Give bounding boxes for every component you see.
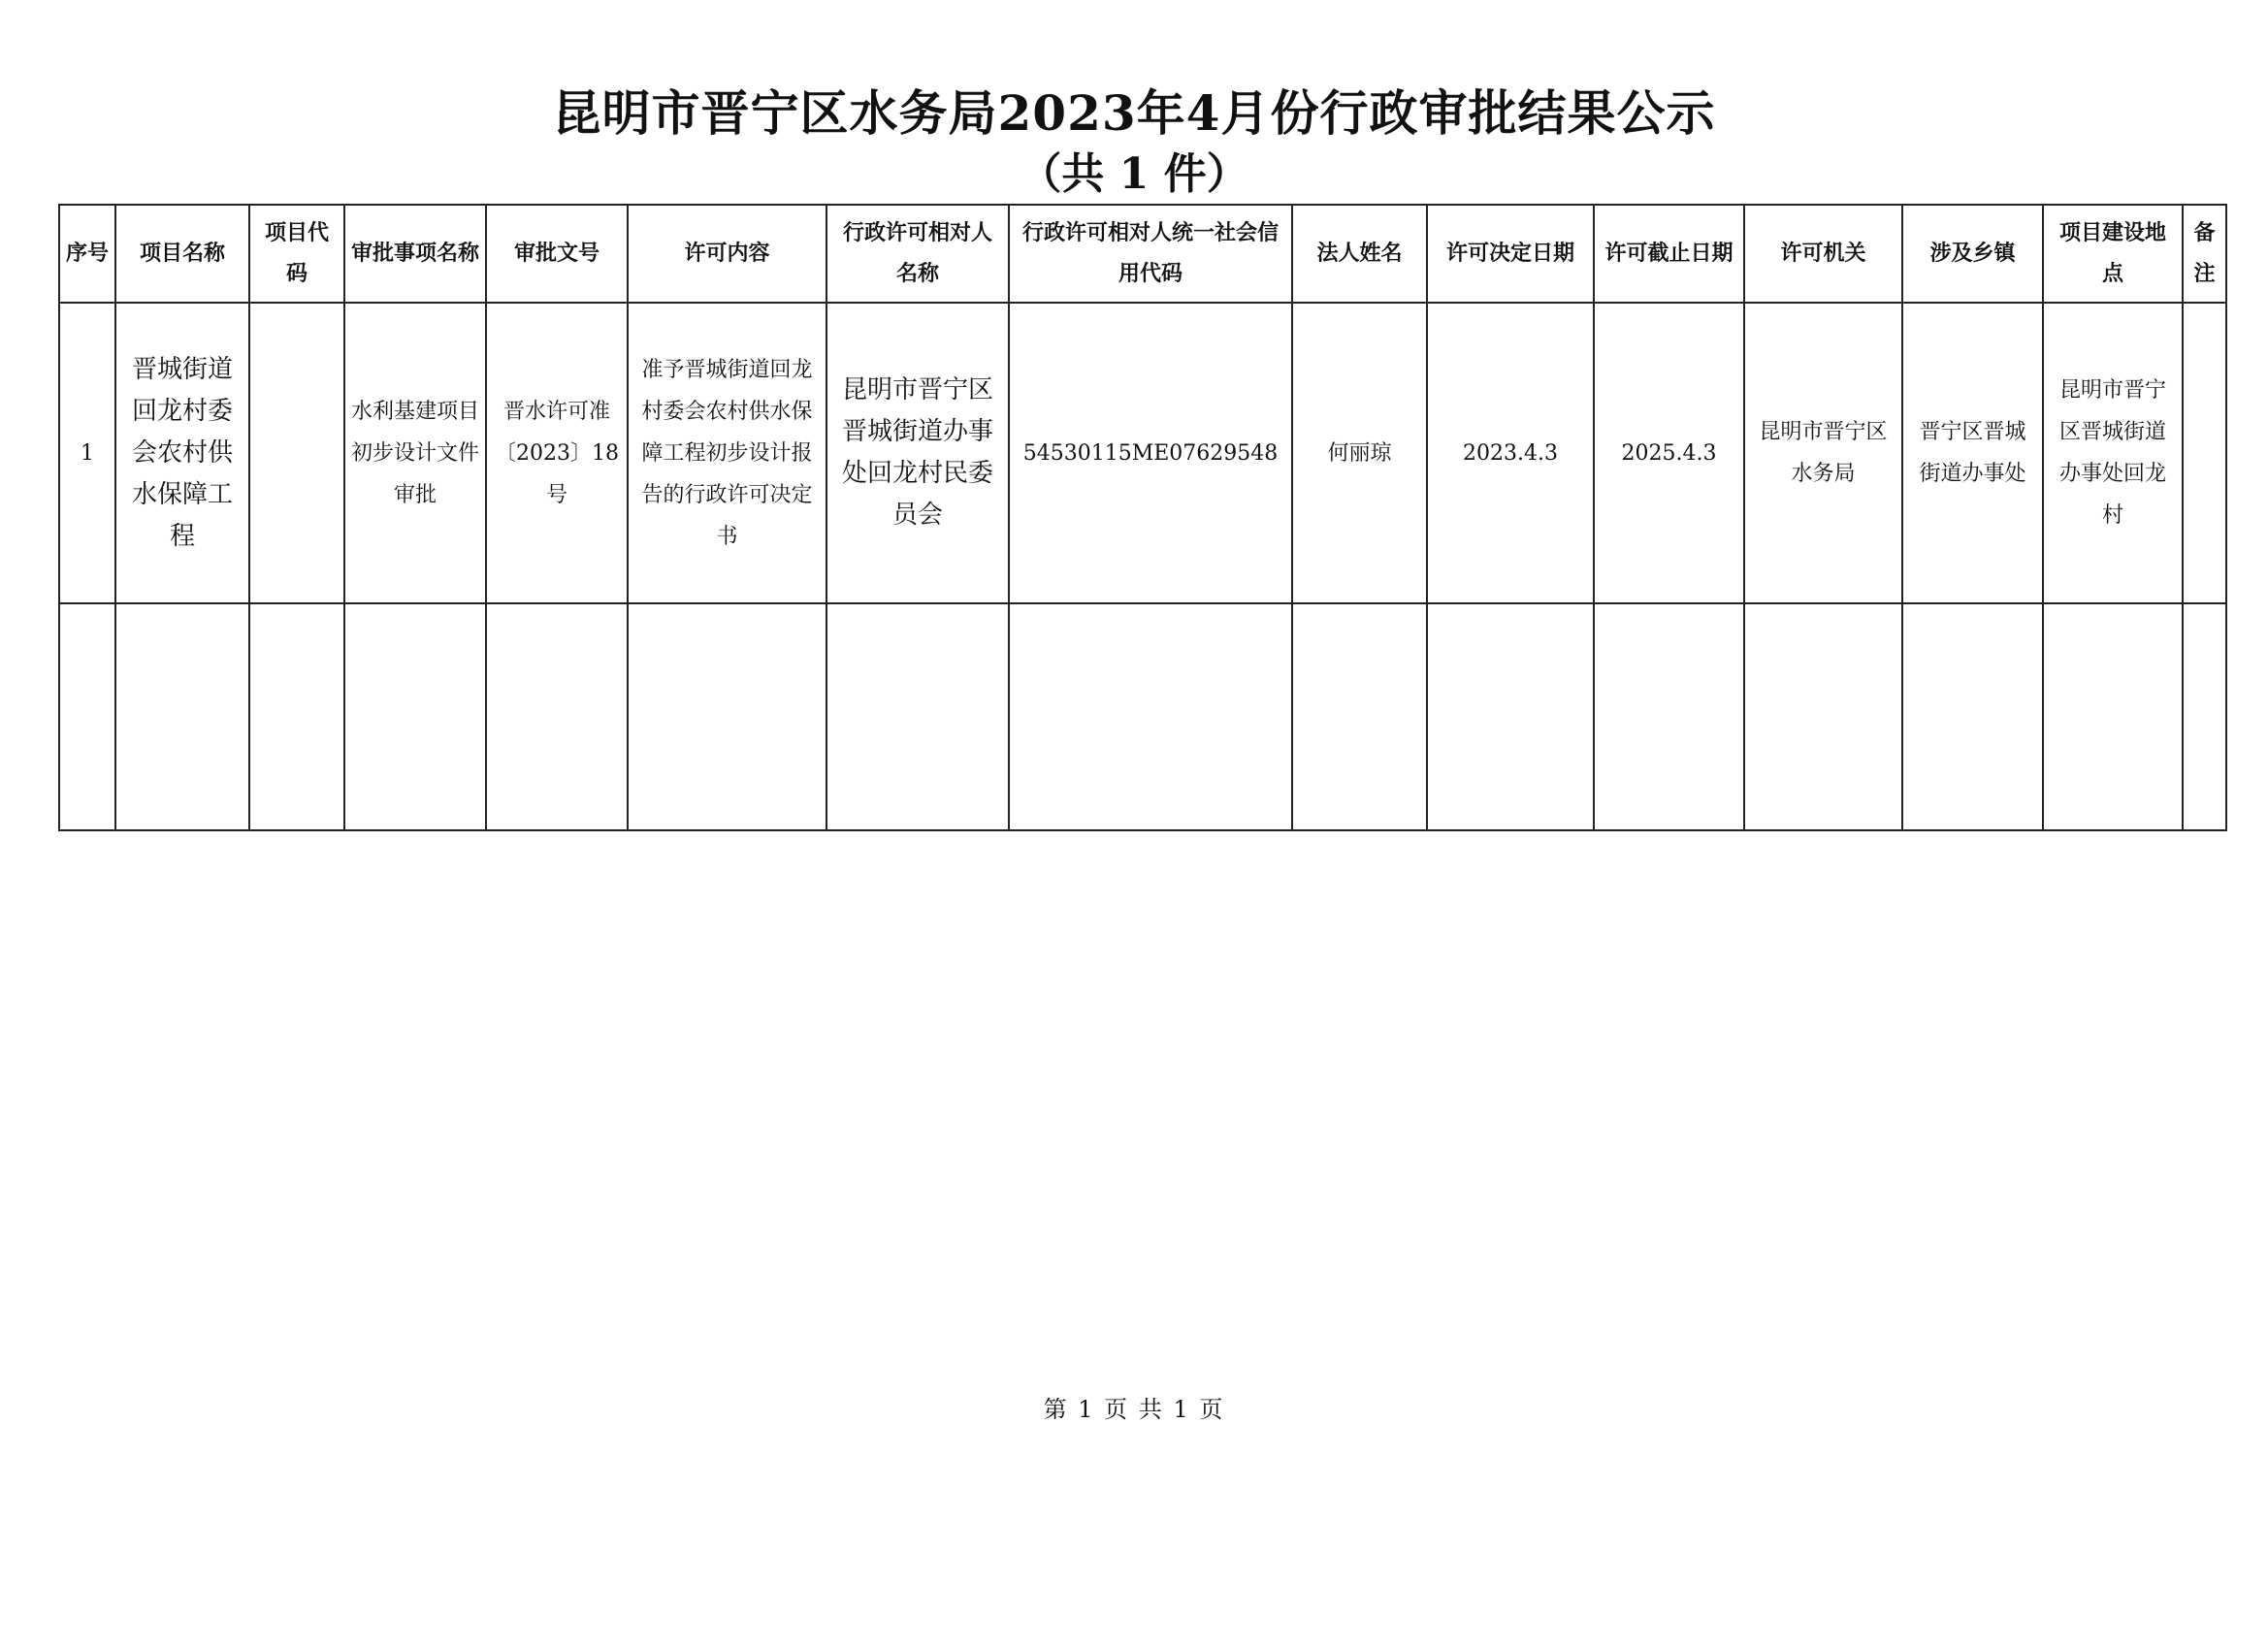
header-cell: 行政许可相对人名称: [826, 205, 1009, 303]
header-cell: 备注: [2183, 205, 2226, 303]
empty-cell: [486, 603, 628, 830]
page-footer: 第 1 页 共 1 页: [1043, 1396, 1225, 1423]
header-cell: 项目名称: [115, 205, 249, 303]
credit-code-cell: 54530115ME07629548: [1009, 303, 1292, 603]
header-cell: 审批事项名称: [344, 205, 486, 303]
legal-person-cell: 何丽琼: [1292, 303, 1427, 603]
empty-cell: [1427, 603, 1594, 830]
remark-cell: [2183, 303, 2226, 603]
header-cell: 许可内容: [628, 205, 826, 303]
header-cell: 项目代码: [249, 205, 344, 303]
seq-cell: 1: [59, 303, 115, 603]
header-cell: 法人姓名: [1292, 205, 1427, 303]
empty-cell: [2183, 603, 2226, 830]
party-name-cell: 昆明市晋宁区晋城街道办事处回龙村民委员会: [826, 303, 1009, 603]
empty-row: [59, 603, 2226, 830]
empty-cell: [2043, 603, 2183, 830]
header-cell: 序号: [59, 205, 115, 303]
empty-cell: [1902, 603, 2043, 830]
header-cell: 许可机关: [1744, 205, 1902, 303]
page-title: 昆明市晋宁区水务局2023年4月份行政审批结果公示: [552, 84, 1716, 142]
empty-cell: [249, 603, 344, 830]
item-count: （共 1 件）: [1019, 149, 1249, 199]
header-cell: 行政许可相对人统一社会信用代码: [1009, 205, 1292, 303]
empty-cell: [1744, 603, 1902, 830]
empty-cell: [826, 603, 1009, 830]
approval-table: [58, 204, 2227, 831]
header-cell: 许可截止日期: [1594, 205, 1744, 303]
item-name-cell: 水利基建项目初步设计文件审批: [344, 303, 486, 603]
content-cell: 准予晋城街道回龙村委会农村供水保障工程初步设计报告的行政许可决定书: [628, 303, 826, 603]
empty-cell: [344, 603, 486, 830]
project-code-cell: [249, 303, 344, 603]
empty-cell: [1594, 603, 1744, 830]
header-cell: 项目建设地点: [2043, 205, 2183, 303]
empty-cell: [1292, 603, 1427, 830]
header-cell: 审批文号: [486, 205, 628, 303]
empty-cell: [628, 603, 826, 830]
table-row: [59, 303, 2226, 603]
header-cell: 许可决定日期: [1427, 205, 1594, 303]
authority-cell: 昆明市晋宁区水务局: [1744, 303, 1902, 603]
doc-no-cell: 晋水许可准〔2023〕18号: [486, 303, 628, 603]
empty-cell: [115, 603, 249, 830]
decision-date-cell: 2023.4.3: [1427, 303, 1594, 603]
town-cell: 晋宁区晋城街道办事处: [1902, 303, 2043, 603]
empty-cell: [59, 603, 115, 830]
header-row: [59, 205, 2226, 303]
empty-cell: [1009, 603, 1292, 830]
location-cell: 昆明市晋宁区晋城街道办事处回龙村: [2043, 303, 2183, 603]
expiry-date-cell: 2025.4.3: [1594, 303, 1744, 603]
header-cell: 涉及乡镇: [1902, 205, 2043, 303]
project-name-cell: 晋城街道回龙村委会农村供水保障工程: [115, 303, 249, 603]
